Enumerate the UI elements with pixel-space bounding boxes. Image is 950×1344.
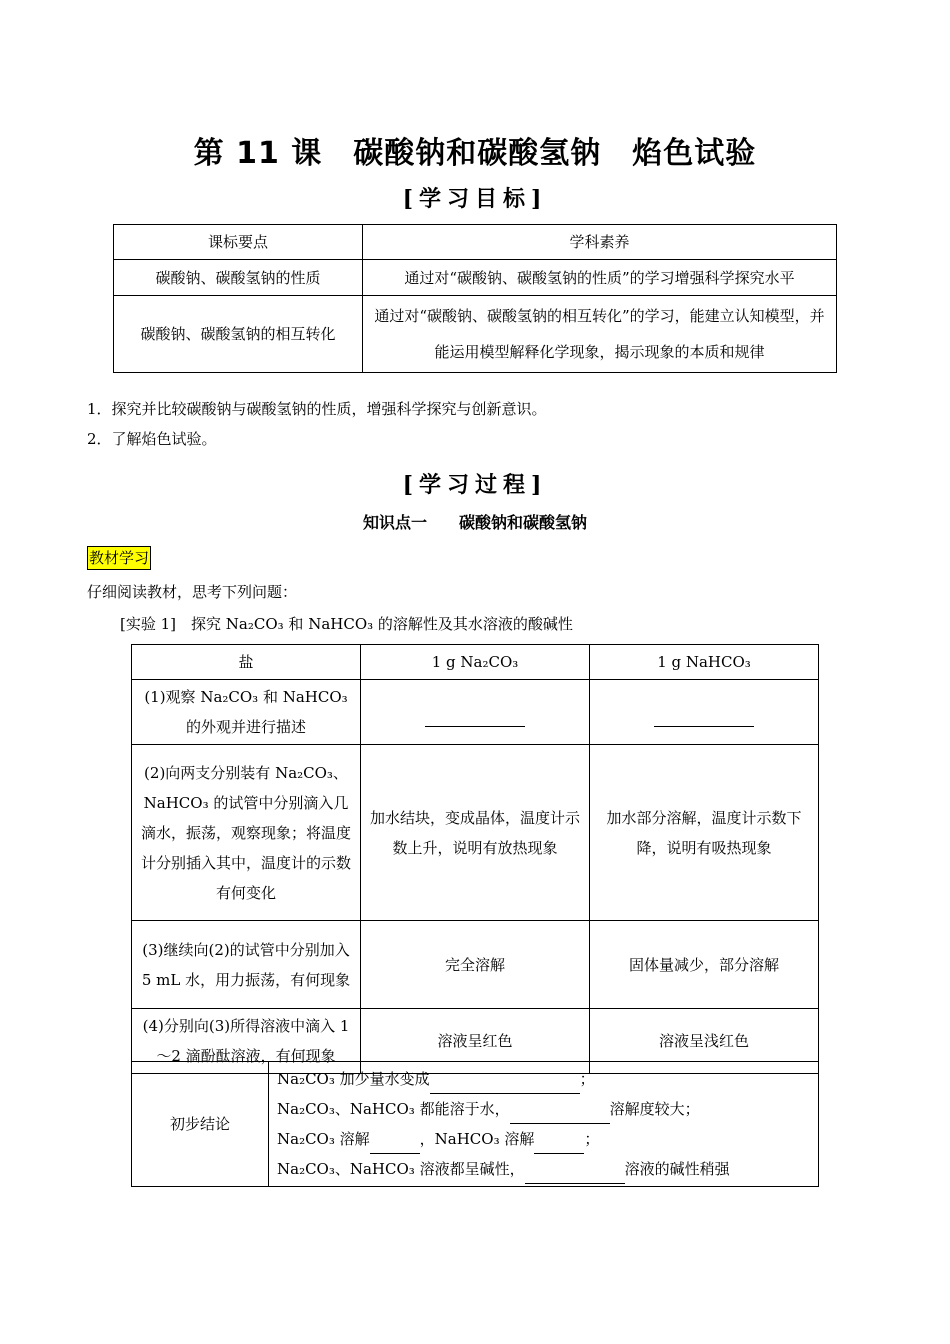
conclusion-line: Na₂CO₃ 加少量水变成 ； — [277, 1064, 810, 1094]
conclusion-line: Na₂CO₃、NaHCO₃ 都能溶于水， 溶解度较大； — [277, 1094, 810, 1124]
conclusion-table — [131, 1061, 819, 1187]
goal-item: 2．了解焰色试验。 — [87, 430, 217, 448]
objectives-tag: [学习目标] — [402, 186, 548, 212]
intro-text: 仔细阅读教材，思考下列问题： — [87, 583, 298, 601]
exp-step-1: (1)观察 Na₂CO₃ 和 NaHCO₃ 的外观并进行描述 — [132, 680, 361, 745]
objectives-cell: 碳酸钠、碳酸氢钠的相互转化 — [114, 296, 363, 373]
exp-step-4: (4)分别向(3)所得溶液中滴入 1～2 滴酚酞溶液，有何现象 — [132, 1009, 361, 1074]
objectives-cell: 碳酸钠、碳酸氢钠的性质 — [114, 260, 363, 296]
exp-result: 固体量减少，部分溶解 — [590, 921, 819, 1009]
exp-answer-blank[interactable] — [361, 680, 590, 745]
exp-result: 加水结块，变成晶体，温度计示数上升，说明有放热现象 — [361, 745, 590, 921]
objectives-table — [113, 224, 837, 373]
objectives-cell: 通过对“碳酸钠、碳酸氢钠的相互转化”的学习，能建立认知模型，并能运用模型解释化学现象，揭示现象的本质和规律 — [363, 296, 837, 373]
exp-result: 溶液呈红色 — [361, 1009, 590, 1074]
exp-answer-blank[interactable] — [590, 680, 819, 745]
process-tag: [学习过程] — [402, 472, 548, 498]
experiment-title: [实验 1] 探究 Na₂CO₃ 和 NaHCO₃ 的溶解性及其水溶液的酸碱性 — [120, 615, 573, 633]
exp-result: 溶液呈浅红色 — [590, 1009, 819, 1074]
conclusion-label: 初步结论 — [132, 1062, 269, 1187]
page-title: 第 11 课 碳酸钠和碳酸氢钠 焰色试验 — [193, 136, 757, 171]
objectives-cell: 通过对“碳酸钠、碳酸氢钠的性质”的学习增强科学探究水平 — [363, 260, 837, 296]
exp-result: 完全溶解 — [361, 921, 590, 1009]
exp-step-3: (3)继续向(2)的试管中分别加入 5 mL 水，用力振荡，有何现象 — [132, 921, 361, 1009]
experiment-table — [131, 644, 819, 1074]
objectives-header-2: 学科素养 — [363, 225, 837, 260]
exp-header-nahco3: 1 g NaHCO₃ — [590, 645, 819, 680]
conclusion-line: Na₂CO₃、NaHCO₃ 溶液都呈碱性， 溶液的碱性稍强 — [277, 1154, 810, 1184]
knowledge-point-heading: 知识点一 碳酸钠和碳酸氢钠 — [362, 513, 587, 532]
exp-header-salt: 盐 — [132, 645, 361, 680]
exp-step-2: (2)向两支分别装有 Na₂CO₃、NaHCO₃ 的试管中分别滴入几滴水，振荡，观察现象；将温度计分别插入其中，温度计的示数有何变化 — [132, 745, 361, 921]
objectives-header-1: 课标要点 — [114, 225, 363, 260]
answer-blank[interactable] — [525, 1183, 625, 1184]
textbook-highlight: 教材学习 — [87, 546, 151, 570]
exp-result: 加水部分溶解，温度计示数下降，说明有吸热现象 — [590, 745, 819, 921]
conclusion-lines — [269, 1062, 819, 1187]
exp-header-na2co3: 1 g Na₂CO₃ — [361, 645, 590, 680]
goal-item: 1．探究并比较碳酸钠与碳酸氢钠的性质，增强科学探究与创新意识。 — [87, 400, 547, 418]
conclusion-line: Na₂CO₃ 溶解 ，NaHCO₃ 溶解 ； — [277, 1124, 810, 1154]
